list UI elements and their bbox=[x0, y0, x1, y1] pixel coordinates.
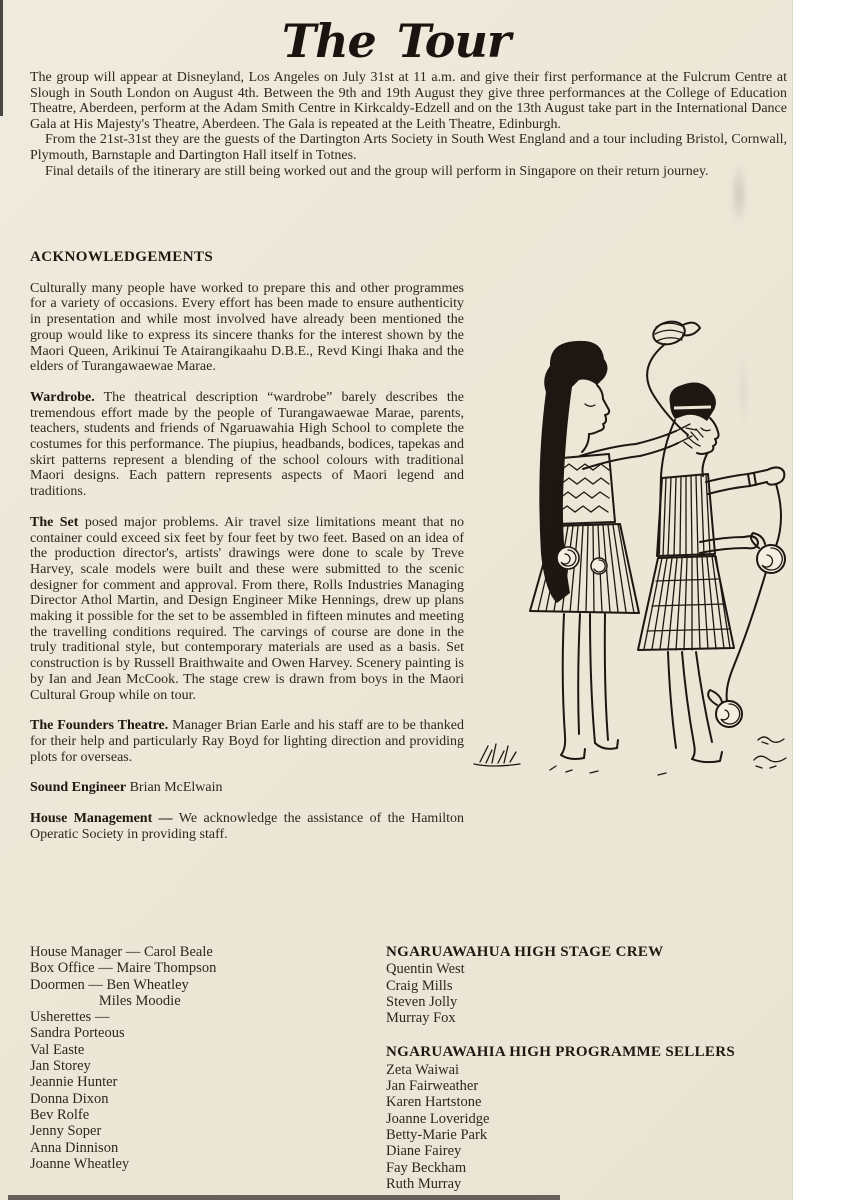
seller-name: Fay Beckham bbox=[386, 1159, 467, 1176]
scan-edge-left bbox=[0, 0, 3, 116]
credit-line: Doormen — Ben Wheatley bbox=[30, 976, 189, 993]
credit-line: Anna Dinnison bbox=[30, 1139, 119, 1156]
seller-name: Zeta Waiwai bbox=[386, 1061, 460, 1078]
front-of-house-credits bbox=[30, 944, 386, 1192]
grass-tufts bbox=[474, 737, 786, 775]
programme-sellers-names bbox=[386, 1062, 790, 1192]
credit-line: Miles Moodie bbox=[30, 992, 181, 1009]
sound-engineer-lead: Sound Engineer bbox=[30, 780, 127, 796]
sound-engineer-line bbox=[30, 780, 464, 796]
poi-right bbox=[708, 484, 785, 727]
wardrobe-paragraph bbox=[30, 390, 464, 500]
wardrobe-text: The theatrical description “wardrobe” barely describes the tremendous effort made by the people of Turangawaewae Marae, parents, teachers, students and friends of Ngaruawahia High School to complete the costumes for this performance. The piupius, headbands, bodices, tapekas and skirt patterns represent a blending of the school colours with traditional Maori designs. Each pattern represents aspects of Maori legend and traditions. bbox=[30, 389, 465, 500]
bodice-stripes-right bbox=[663, 475, 710, 556]
crew-name: Quentin West bbox=[386, 961, 465, 978]
intro-paragraph-3: Final details of the itinerary are still being worked out and the group will perform in Singapore on their return journey. bbox=[45, 163, 709, 179]
programme-sellers-heading: NGARUAWAHIA HIGH PROGRAMME SELLERS bbox=[386, 1044, 735, 1061]
seller-name: Betty-Marie Park bbox=[386, 1126, 488, 1143]
intro-paragraph-1: The group will appear at Disneyland, Los Angeles on July 31st at 11 a.m. and give their first performance at the Fulcrum Centre at Slough in South London on August 4th. Between the 9th and 19th August they give three performances at the College of Education Theatre, Aberdeen, perform at the Adam Smith Centre in Kirkcaldy-Edzell and on the 13th August take part in the International Dance Gala at His Majesty's Theatre, Aberdeen. The Gala is repeated at the Leith Theatre, Edinburgh. bbox=[30, 70, 787, 132]
seller-name: Diane Fairey bbox=[386, 1143, 462, 1160]
crew-name: Steven Jolly bbox=[386, 993, 458, 1010]
crew-name: Murray Fox bbox=[386, 1010, 456, 1027]
scan-edge-bottom bbox=[8, 1195, 560, 1200]
credit-line: Donna Dixon bbox=[30, 1090, 109, 1107]
seller-name: Joanne Loveridge bbox=[386, 1110, 490, 1127]
stage-crew-names bbox=[386, 961, 790, 1026]
intro-paragraph-2: From the 21st-31st they are the guests of the Dartington Arts Society in South West England and a tour including Bristol, Cornwall, Plymouth, Barnstaple and Dartington Hall itself in Totnes. bbox=[30, 132, 787, 163]
maori-performers-illustration bbox=[462, 296, 814, 790]
credit-line: Box Office — Maire Thompson bbox=[30, 960, 217, 977]
poi-top bbox=[647, 318, 700, 435]
credit-line: Jeannie Hunter bbox=[30, 1074, 118, 1091]
house-management-lead: House Management — bbox=[30, 811, 173, 827]
wardrobe-lead: Wardrobe. bbox=[30, 389, 95, 405]
page-title: The Tour bbox=[281, 14, 511, 68]
credit-line: Bev Rolfe bbox=[30, 1106, 90, 1123]
house-management-paragraph bbox=[30, 811, 464, 842]
tour-intro bbox=[30, 70, 787, 179]
founders-lead: The Founders Theatre. bbox=[30, 718, 169, 734]
house-management-text: We acknowledge the assistance of the Hamilton Operatic Society in providing staff. bbox=[30, 811, 464, 842]
credit-line: Sandra Porteous bbox=[30, 1025, 125, 1042]
crew-name: Craig Mills bbox=[386, 977, 453, 994]
set-paragraph bbox=[30, 515, 464, 703]
founders-paragraph bbox=[30, 718, 464, 765]
acknowledgements-body: Culturally many people have worked to prepare this and other programmes for a variety of occasions. Every effort has been made to ensure authenticity in presentation and while most involved have already been mentioned the group would like to express its sincere thanks for the interest shown by the Maori Queen, Arikinui Te Atairangikaahu D.B.E., Revd Kingi Ihaka and the elders of Turangawaewae Marae. bbox=[30, 280, 464, 375]
credits-section bbox=[30, 944, 790, 1192]
stage-crew-heading: NGARUAWAHUA HIGH STAGE CREW bbox=[386, 944, 664, 960]
credit-line: Usherettes — bbox=[30, 1009, 110, 1026]
seller-name: Karen Hartstone bbox=[386, 1094, 482, 1111]
crew-credits bbox=[386, 944, 790, 1192]
credit-line: Joanne Wheatley bbox=[30, 1155, 130, 1172]
credit-line: House Manager — Carol Beale bbox=[30, 944, 213, 960]
figure-right bbox=[638, 383, 784, 763]
credit-line: Jenny Soper bbox=[30, 1123, 102, 1140]
credit-line: Jan Storey bbox=[30, 1058, 91, 1075]
founders-text: Manager Brian Earle and his staff are to be thanked for their help and particularly Ray Boyd for lighting direction and providing plots for overseas. bbox=[30, 718, 465, 765]
seller-name: Jan Fairweather bbox=[386, 1078, 479, 1095]
stage-crew-block bbox=[386, 944, 790, 1026]
set-lead: The Set bbox=[30, 514, 79, 530]
credit-line: Val Easte bbox=[30, 1041, 85, 1058]
sound-engineer-name: Brian McElwain bbox=[129, 780, 223, 796]
acknowledgements-heading: ACKNOWLEDGEMENTS bbox=[30, 249, 214, 265]
programme-sellers-block bbox=[386, 1044, 790, 1192]
seller-name: Ruth Murray bbox=[386, 1175, 462, 1192]
set-text: posed major problems. Air travel size limitations meant that no container could exceed six feet by four feet by two feet. Based on an idea of the production director's, artists' drawings were done to scale by Treve Harvey, scale models were built and these were submitted to the scenic designer for comment and approval. From there, Rolls Industries Managing Director Athol Martin, and Design Engineer Mike Hennings, drew up plans making it possible for the set to be assembled in fifteen minutes and meeting the travelling conditions required. The carvings of course are done in the truly traditional style, but contemporary materials are used as a basis. Set construction is by Russell Braithwaite and Owen Harvey. Scenery painting is by Ian and Jean McCook. The stage crew is drawn from boys in the Maori Cultural Group while on tour. bbox=[30, 514, 464, 703]
left-text-column bbox=[30, 250, 464, 858]
